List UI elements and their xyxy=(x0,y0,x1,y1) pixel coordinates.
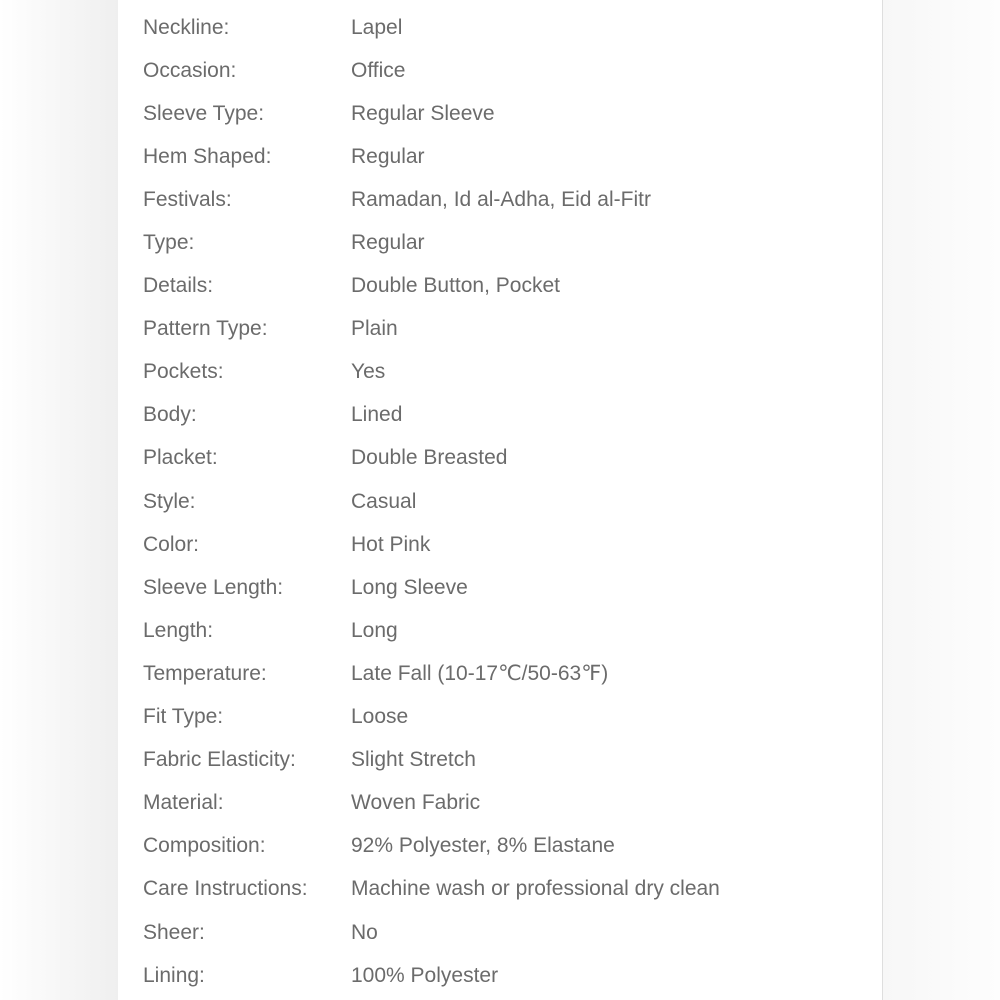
spec-value: Hot Pink xyxy=(351,532,431,556)
spec-value: Office xyxy=(351,58,406,82)
spec-value: Regular xyxy=(351,144,425,168)
spec-label: Body: xyxy=(143,403,197,427)
left-backdrop xyxy=(0,0,118,1000)
spec-row xyxy=(143,221,873,264)
spec-label: Neckline: xyxy=(143,15,230,39)
spec-value: Woven Fabric xyxy=(351,791,481,815)
spec-row xyxy=(143,308,873,351)
spec-row xyxy=(143,437,873,480)
spec-row xyxy=(143,480,873,523)
spec-label: Hem Shaped: xyxy=(143,144,272,168)
spec-value: Plain xyxy=(351,317,398,341)
spec-value: Lined xyxy=(351,403,403,427)
spec-label: Fabric Elasticity: xyxy=(143,748,296,772)
product-specifications-panel xyxy=(118,0,883,1000)
spec-label: Length: xyxy=(143,618,214,642)
spec-row xyxy=(143,868,873,911)
spec-label: Pattern Type: xyxy=(143,317,268,341)
spec-value: Casual xyxy=(351,489,417,513)
spec-label: Occasion: xyxy=(143,58,237,82)
right-backdrop xyxy=(883,0,1000,1000)
spec-value: No xyxy=(351,920,378,944)
spec-label: Pockets: xyxy=(143,360,224,384)
spec-row xyxy=(143,351,873,394)
spec-label: Material: xyxy=(143,791,224,815)
spec-value: 100% Polyester xyxy=(351,963,499,987)
spec-label: Color: xyxy=(143,532,200,556)
spec-value: Slight Stretch xyxy=(351,748,476,772)
spec-label: Sheer: xyxy=(143,920,205,944)
spec-value: Regular xyxy=(351,231,425,255)
spec-row xyxy=(143,394,873,437)
spec-row xyxy=(143,825,873,868)
spec-label: Placket: xyxy=(143,446,218,470)
spec-row xyxy=(143,135,873,178)
spec-row xyxy=(143,265,873,308)
spec-label: Composition: xyxy=(143,834,266,858)
spec-value: Double Breasted xyxy=(351,446,508,470)
specifications-list xyxy=(143,6,873,997)
spec-label: Details: xyxy=(143,274,214,298)
spec-value: Long Sleeve xyxy=(351,575,468,599)
spec-value: Double Button, Pocket xyxy=(351,274,560,298)
spec-label: Festivals: xyxy=(143,187,232,211)
spec-row xyxy=(143,739,873,782)
spec-value: Lapel xyxy=(351,15,403,39)
spec-row xyxy=(143,92,873,135)
spec-row xyxy=(143,911,873,954)
spec-value: Regular Sleeve xyxy=(351,101,495,125)
spec-label: Temperature: xyxy=(143,661,267,685)
spec-row xyxy=(143,782,873,825)
spec-row xyxy=(143,6,873,49)
spec-label: Style: xyxy=(143,489,196,513)
spec-row xyxy=(143,954,873,997)
spec-row xyxy=(143,178,873,221)
spec-label: Fit Type: xyxy=(143,705,224,729)
spec-value: 92% Polyester, 8% Elastane xyxy=(351,834,615,858)
spec-label: Sleeve Length: xyxy=(143,575,284,599)
spec-row xyxy=(143,523,873,566)
spec-row xyxy=(143,566,873,609)
spec-row xyxy=(143,609,873,652)
spec-row xyxy=(143,696,873,739)
spec-label: Lining: xyxy=(143,963,205,987)
spec-row xyxy=(143,49,873,92)
spec-value: Yes xyxy=(351,360,386,384)
spec-value: Loose xyxy=(351,705,409,729)
spec-label: Care Instructions: xyxy=(143,877,308,901)
spec-value: Machine wash or professional dry clean xyxy=(351,877,720,901)
spec-value: Long xyxy=(351,618,398,642)
spec-label: Type: xyxy=(143,231,195,255)
spec-value: Late Fall (10-17℃/50-63℉) xyxy=(351,662,609,686)
spec-label: Sleeve Type: xyxy=(143,101,265,125)
spec-row xyxy=(143,652,873,695)
spec-value: Ramadan, Id al-Adha, Eid al-Fitr xyxy=(351,187,651,211)
